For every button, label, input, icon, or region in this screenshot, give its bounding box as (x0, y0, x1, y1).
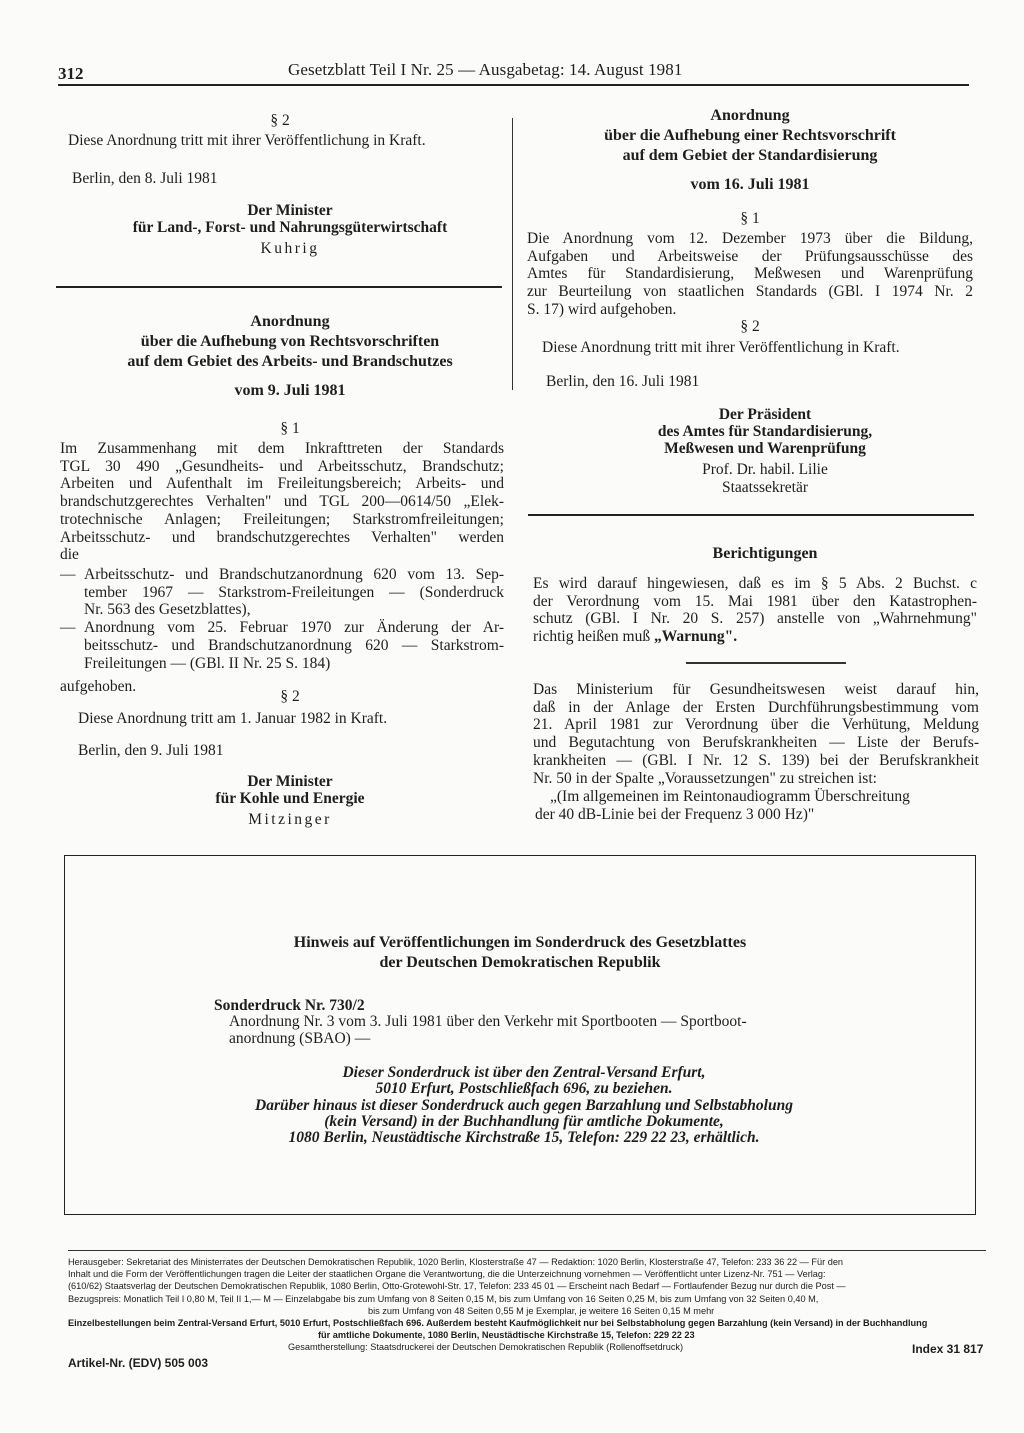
right-signer-title: Der Präsident (718, 406, 812, 423)
right-para-1-end: S. 17) wird aufgehoben. (527, 300, 677, 318)
list-item-line: Freileitungen — (GBl. II Nr. 25 S. 184) (84, 654, 331, 672)
header-rule (58, 84, 969, 86)
corrections-text: richtig heißen muß (533, 628, 654, 646)
corrections-short-rule (686, 662, 846, 664)
left-signer-ministry-1: für Land-, Forst- und Nahrungsgüterwirtschaft (132, 219, 448, 236)
corrections-quote-1: „(Im allgemeinen im Reintonaudiogramm Überschreitung (550, 788, 910, 805)
left-para-1-line: brandschutzgerechtes Verhalten" und TGL 200—0614/50 „Elek- (60, 493, 504, 511)
left-heading-anordnung: Anordnung (250, 313, 330, 330)
left-signer-ministry-2: für Kohle und Energie (215, 790, 365, 807)
corrections-heading: Berichtigungen (712, 545, 818, 562)
corrections-para-2-line: krankheiten — (GBl. I Nr. 12 S. 139) bei der Berufskrankheit (533, 751, 979, 769)
left-date-1: Berlin, den 8. Juli 1981 (72, 170, 218, 187)
right-heading-anordnung: Anordnung (710, 107, 790, 124)
corrections-para-2-line: 21. April 1981 zur Verordnung über die Verhütung, Meldung (533, 716, 979, 734)
list-dash: — (60, 566, 76, 583)
corrections-para-1-line: der Verordnung vom 15. Mai 1981 über den Katastrophen- (533, 592, 977, 610)
imprint-line: bis zum Umfang von 48 Seiten 0,55 M je Exemplar, je weitere 16 Seiten 0,15 M mehr (368, 1305, 715, 1316)
notice-sonderdruck-label: Sonderdruck Nr. 730/2 (214, 997, 365, 1014)
left-para-1 (60, 440, 504, 564)
left-para-1-line: Arbeiten und Aufenthalt im Freileitungsbereich; Arbeits- und (60, 475, 504, 493)
right-signer-office-2: Meßwesen und Warenprüfung (664, 440, 866, 457)
right-date-1: Berlin, den 16. Juli 1981 (546, 373, 700, 390)
notice-title-1: Hinweis auf Veröffentlichungen im Sonderdruck des Gesetzblattes (293, 934, 747, 951)
left-date-2: Berlin, den 9. Juli 1981 (78, 742, 224, 759)
corrections-quote-2: der 40 dB-Linie bei der Frequenz 3 000 Hz)" (535, 806, 815, 823)
page-header (58, 60, 968, 86)
left-para-1-line: trotechnische Anlagen; Freileitungen; Starkstromfreileitungen; (60, 510, 504, 528)
left-section-2: § 2 (270, 112, 290, 129)
article-number: Artikel-Nr. (EDV) 505 003 (68, 1356, 209, 1370)
right-heading-line3: auf dem Gebiet der Standardisierung (622, 147, 878, 164)
right-para-1-line: Aufgaben und Arbeitsweise der Prüfungsausschüsse des (527, 247, 973, 265)
imprint-line: für amtliche Dokumente, 1080 Berlin, Neustädtische Kirchstraße 15, Telefon: 229 22 23 (318, 1330, 695, 1341)
list-item (60, 619, 504, 672)
left-heading-date: vom 9. Juli 1981 (234, 382, 346, 399)
left-heading-line3: auf dem Gebiet des Arbeits- und Brandschutzes (127, 353, 453, 370)
imprint-line: (610/62) Staatsverlag der Deutschen Demokratischen Republik, 1080 Berlin, Otto-Grotewohl-Str. 17, Telefon: 233 45 01 — Erscheint nach Bedarf — Fortlaufender Bezug nur durch die Post — (68, 1281, 846, 1292)
right-para-1-line: Die Anordnung vom 12. Dezember 1973 über die Bildung, (527, 230, 973, 247)
gazette-title: Gesetzblatt Teil I Nr. 25 — Ausgabetag: 14. August 1981 (288, 60, 683, 79)
list-item-line: tember 1967 — Starkstrom-Freileitungen — (Sonderdruck (84, 583, 504, 601)
corrections-para-2 (533, 681, 979, 787)
left-section-1: § 1 (280, 420, 300, 437)
imprint-line: Einzelbestellungen beim Zentral-Versand Erfurt, 5010 Erfurt, Postschließfach 696. Außerdem besteht Kaufmöglichkeit nur bei Selbstabholung gegen Barzahlung (kein Versand) in der Buchhandlung (68, 1318, 928, 1329)
corrections-para-2-line: und Begutachtung von Berufskrankheiten — Liste der Berufs- (533, 734, 979, 752)
left-signer-name-2: Mitzinger (248, 811, 332, 828)
notice-text-1: Anordnung Nr. 3 vom 3. Juli 1981 über den Verkehr mit Sportbooten — Sportboot- (229, 1013, 747, 1030)
left-para-1-line: TGL 30 490 „Gesundheits- und Arbeitsschutz, Brandschutz; (60, 457, 504, 475)
corrections-para-1-end (533, 628, 977, 646)
notice-distribution-3: Darüber hinaus ist dieser Sonderdruck auch gegen Barzahlung und Selbstabholung (255, 1097, 793, 1114)
imprint (68, 1256, 988, 1354)
imprint-line: Inhalt und die Form der Veröffentlichungen tragen die Leiter der staatlichen Organe die Verantwortung, die die Unterzeichnung vornehmen — Veröffentlicht unter Lizenz-Nr. 751 — Verlag: (68, 1269, 826, 1280)
right-heading-line2: über die Aufhebung einer Rechtsvorschrift (604, 127, 896, 144)
imprint-line: Gesamtherstellung: Staatsdruckerei der Deutschen Demokratischen Republik (Rollenoffsetdruck) (288, 1342, 684, 1353)
left-para-1-line: Arbeitsschutz- und brandschutzgerechtes Verhalten" werden (60, 528, 504, 546)
notice-title-2: der Deutschen Demokratischen Republik (379, 954, 661, 971)
left-signer-name-1: Kuhrig (260, 240, 320, 257)
corrections-term-warnung: „Warnung". (653, 628, 738, 646)
left-text-2: Diese Anordnung tritt am 1. Januar 1982 in Kraft. (78, 710, 388, 727)
notice-distribution-5: 1080 Berlin, Neustädtische Kirchstraße 15, Telefon: 229 22 23, erhältlich. (288, 1129, 760, 1146)
corrections-para-2-line: daß in der Anlage der Ersten Durchführungsbestimmung vom (533, 698, 979, 716)
left-heading-line2: über die Aufhebung von Rechtsvorschriften (140, 333, 440, 350)
notice-distribution-2: 5010 Erfurt, Postschließfach 696, zu beziehen. (375, 1080, 673, 1097)
notice-text-2: anordnung (SBAO) — (229, 1030, 371, 1047)
corrections-para-2-line: Nr. 50 in der Spalte „Voraussetzungen" zu streichen ist: (533, 769, 877, 787)
right-signer-office-1: des Amtes für Standardisierung, (657, 423, 873, 440)
footer-rule (68, 1250, 986, 1251)
right-para-1-line: zur Beurteilung von staatlichen Standards (GBl. I 1974 Nr. 2 (527, 283, 973, 301)
left-section-divider (56, 286, 502, 288)
left-para-2: aufgehoben. (60, 678, 137, 695)
left-para-1-line: Im Zusammenhang mit dem Inkrafttreten der Standards (60, 440, 504, 457)
right-section-2: § 2 (740, 318, 760, 335)
left-text-1: Diese Anordnung tritt mit ihrer Veröffentlichung in Kraft. (68, 132, 426, 149)
corrections-para-1-line: Es wird darauf hingewiesen, daß es im § 5 Abs. 2 Buchst. c (533, 575, 977, 592)
left-para-1-end: die (60, 546, 79, 564)
list-item-line: beitsschutz- und Brandschutzanordnung 620 — Starkstrom- (84, 636, 504, 654)
imprint-line: Bezugspreis: Monatlich Teil I 0,80 M, Teil II 1,— M — Einzelabgabe bis zum Umfang von 8 Seiten 0,15 M, bis zum Umfang von 16 Seiten 0,25 M, bis zum Umfang von 32 Seiten 0,40 M, (68, 1293, 819, 1304)
right-text-2: Diese Anordnung tritt mit ihrer Veröffentlichung in Kraft. (542, 339, 900, 356)
corrections-para-1 (533, 575, 977, 646)
right-heading-date: vom 16. Juli 1981 (690, 176, 810, 193)
left-section-2b: § 2 (280, 688, 300, 705)
right-signer-rank: Staatssekretär (721, 479, 809, 496)
left-signer-title-2: Der Minister (247, 773, 333, 790)
list-item (60, 566, 504, 619)
list-item-line: Anordnung vom 25. Februar 1970 zur Änderung der Ar- (84, 619, 504, 637)
left-signer-title-1: Der Minister (247, 202, 333, 219)
notice-distribution-4: (kein Versand) in der Buchhandlung für amtliche Dokumente, (324, 1113, 724, 1130)
right-para-1-line: Amtes für Standardisierung, Meßwesen und Warenprüfung (527, 265, 973, 283)
corrections-para-2-line: Das Ministerium für Gesundheitswesen weist darauf hin, (533, 681, 979, 698)
list-dash: — (60, 619, 76, 637)
notice-distribution-1: Dieser Sonderdruck ist über den Zentral-Versand Erfurt, (342, 1064, 706, 1081)
page-number: 312 (58, 64, 84, 83)
list-item-line: Nr. 563 des Gesetzblattes), (84, 601, 251, 619)
list-item-line: Arbeitsschutz- und Brandschutzanordnung 620 vom 13. Sep- (84, 566, 504, 583)
right-section-divider (528, 514, 974, 516)
right-para-1 (527, 230, 973, 319)
right-section-1: § 1 (740, 210, 760, 227)
imprint-line: Herausgeber: Sekretariat des Ministerrates der Deutschen Demokratischen Republik, 1020 Berlin, Klosterstraße 47 — Redaktion: 1020 Berlin, Klosterstraße 47, Telefon: 233 36 22 — Für den (68, 1257, 844, 1267)
corrections-para-1-line: schutz (GBl. I Nr. 20 S. 257) anstelle von „Wahrnehmung" (533, 610, 977, 628)
index-number: Index 31 817 (912, 1342, 984, 1356)
right-signer-name: Prof. Dr. habil. Lilie (702, 461, 828, 478)
left-repealed-list (60, 566, 504, 672)
